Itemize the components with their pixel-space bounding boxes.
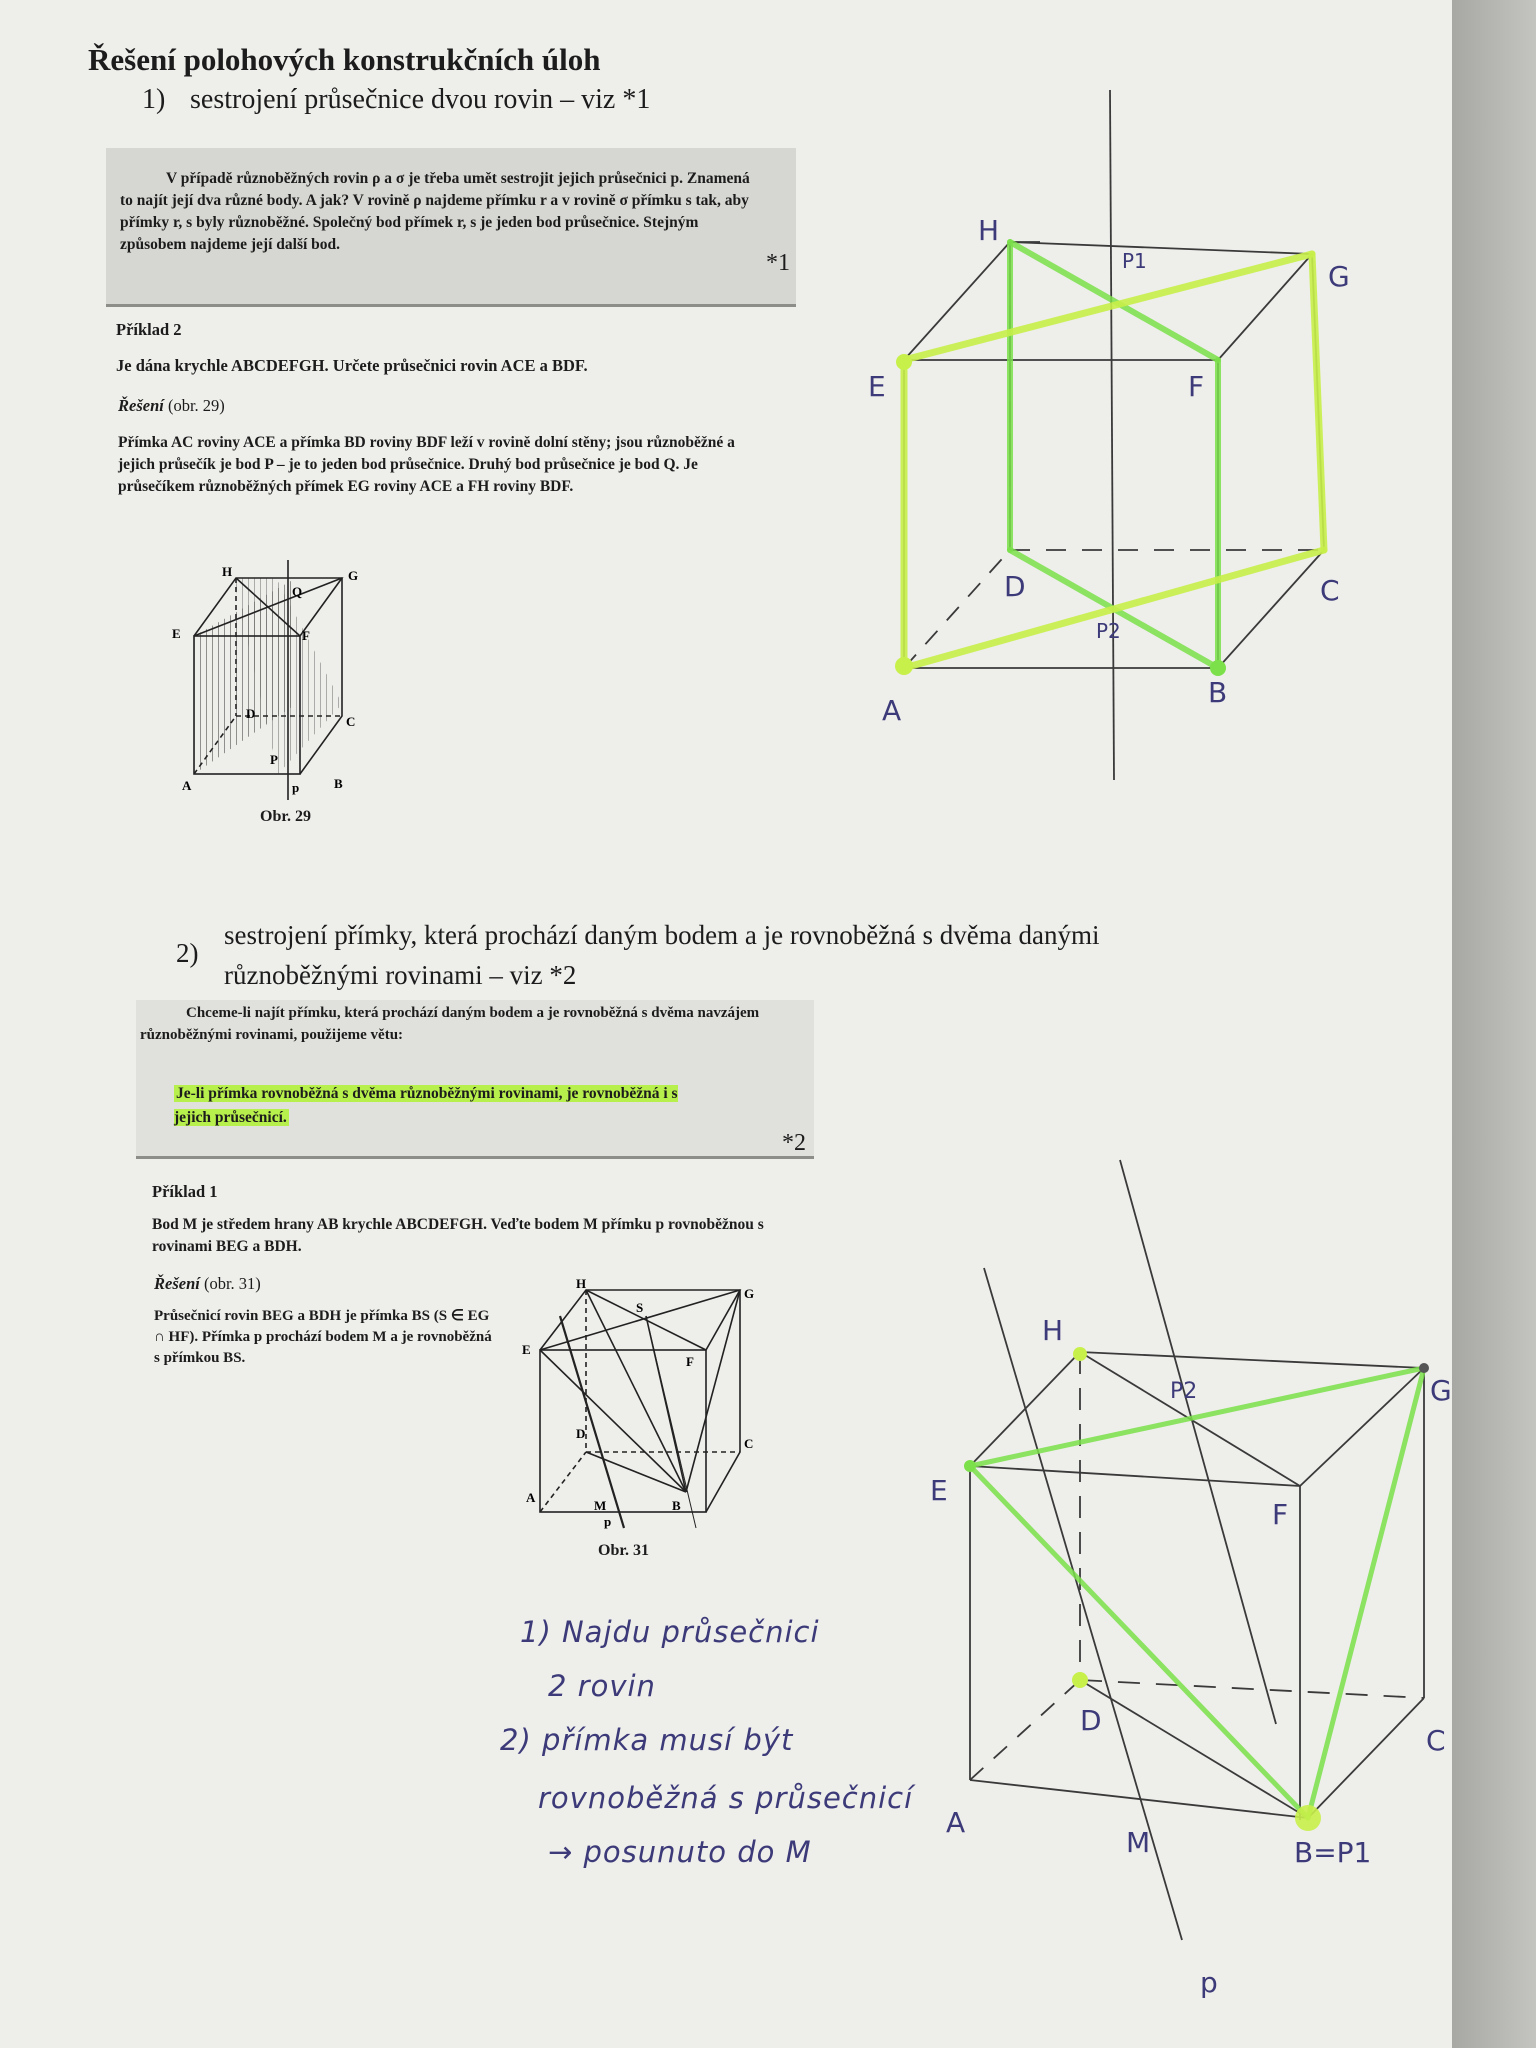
sketch1-label-P2: P2 <box>1096 619 1121 643</box>
sketch2-label-p: p <box>1200 1966 1218 1999</box>
note-line-1: 1) Najdu průsečnici <box>520 1615 820 1649</box>
example-1-task: Bod M je středem hrany AB krychle ABCDEFGH. Veďte bodem M přímku p rovnoběžnou s rovinami BEG a BDH. <box>152 1216 764 1255</box>
figure-29-caption: Obr. 29 <box>260 808 311 825</box>
fig29-label-B: B <box>334 776 343 791</box>
sketch1-label-E: E <box>868 370 886 403</box>
fig31-label-F: F <box>686 1354 694 1369</box>
excerpt-1-paragraph: V případě různoběžných rovin ρ a σ je třeba umět sestrojit jejich průsečnici p. Znamená to najít její dva různé body. A jak? V rovině ρ najdeme přímku r a v rovině σ přímku s tak, aby přímky r, s byly různoběžné. Společný bod přímek r, s je jeden bod průsečnice. Stejným způsobem najdeme její další bod. <box>120 170 750 253</box>
figure-31-caption: Obr. 31 <box>598 1542 649 1559</box>
sketch2-label-C: C <box>1426 1724 1446 1757</box>
fig29-label-C: C <box>346 714 356 729</box>
fig31-label-H: H <box>576 1276 587 1291</box>
sketch2-label-A: A <box>946 1806 966 1839</box>
fig31-label-p: p <box>604 1514 612 1529</box>
example-2-task: Je dána krychle ABCDEFGH. Určete průsečnici rovin ACE a BDF. <box>116 356 588 375</box>
theorem-text: Je-li přímka rovnoběžná s dvěma různoběžnými rovinami, je rovnoběžná i s jejich průsečnicí. <box>174 1085 678 1126</box>
example-1-title: Příklad 1 <box>152 1182 218 1201</box>
sketch2-label-H: H <box>1042 1314 1064 1347</box>
sketch2-label-B: B=P1 <box>1294 1836 1372 1869</box>
solution-label-1: Řešení <box>118 396 164 415</box>
excerpt-2-intro: Chceme-li najít přímku, která prochází daným bodem a je rovnoběžná s dvěma navzájem různoběžnými rovinami, použijeme větu: <box>140 1005 760 1043</box>
sketch1-label-G: G <box>1328 260 1350 293</box>
hand-sketch-2 <box>930 1150 1490 2030</box>
sketch2-label-E: E <box>930 1474 948 1507</box>
sketch1-label-A: A <box>882 694 902 727</box>
section-1-heading: sestrojení průsečnice dvou rovin – viz *1 <box>190 84 651 115</box>
page-title: Řešení polohových konstrukčních úloh <box>88 42 601 77</box>
sketch1-label-D: D <box>1004 570 1026 603</box>
solution-ref-1: (obr. 29) <box>167 396 225 415</box>
solution-ref-2: (obr. 31) <box>203 1274 261 1293</box>
section-2-heading-line-1: sestrojení přímky, která prochází daným bodem a je rovnoběžná s dvěma danými <box>224 920 1100 950</box>
solution-label-2: Řešení <box>154 1274 200 1293</box>
fig29-label-H: H <box>222 564 233 579</box>
fig31-label-C: C <box>744 1436 754 1451</box>
fig29-label-P: P <box>270 752 278 767</box>
example-2-title: Příklad 2 <box>116 320 182 339</box>
fig31-label-D: D <box>576 1426 586 1441</box>
fig29-label-E: E <box>172 626 181 641</box>
sketch2-label-D: D <box>1080 1704 1102 1737</box>
fig31-label-G: G <box>744 1286 755 1301</box>
section-2-heading-line-2: různoběžnými rovinami – viz *2 <box>224 960 577 990</box>
fig29-label-A: A <box>182 778 192 793</box>
fig31-label-M: M <box>594 1498 607 1513</box>
fig31-label-B: B <box>672 1498 681 1513</box>
marker-1: *1 <box>766 250 790 276</box>
note-line-2: 2 rovin <box>548 1669 656 1703</box>
sketch2-label-M: M <box>1126 1826 1151 1859</box>
fig31-label-E: E <box>522 1342 531 1357</box>
fig29-label-D: D <box>246 706 256 721</box>
marker-2: *2 <box>782 1130 806 1156</box>
note-line-3: 2) přímka musí být <box>500 1723 794 1757</box>
fig31-label-A: A <box>526 1490 536 1505</box>
sketch1-label-B: B <box>1208 676 1228 709</box>
note-line-5: → posunuto do M <box>548 1835 812 1869</box>
excerpt-2-solution: Průsečnicí rovin BEG a BDH je přímka BS (S ∈ EG ∩ HF). Přímka p prochází bodem M a je rovnoběžná s přímkou BS. <box>154 1308 492 1366</box>
fig29-label-G: G <box>348 568 359 583</box>
sketch2-label-G: G <box>1430 1374 1452 1407</box>
hand-sketch-1 <box>860 90 1380 780</box>
fig29-label-p: p <box>292 780 300 795</box>
note-line-4: rovnoběžná s průsečnicí <box>538 1781 914 1815</box>
sketch2-label-F: F <box>1272 1498 1289 1531</box>
fig31-label-S: S <box>636 1300 644 1315</box>
excerpt-1-solution: Přímka AC roviny ACE a přímka BD roviny BDF leží v rovině dolní stěny; jsou různoběžné a jejich průsečík je bod P – je to jeden bod průsečnice. Druhý bod průsečnice je bod Q. Je průsečíkem různoběžných přímek EG roviny ACE a FH roviny BDF. <box>118 434 735 495</box>
sketch1-label-P1: P1 <box>1122 249 1147 273</box>
fig29-label-Q: Q <box>292 584 303 599</box>
figure-29 <box>170 560 410 800</box>
sketch1-label-H: H <box>978 214 1000 247</box>
sketch1-label-F: F <box>1188 370 1205 403</box>
fig29-label-F: F <box>302 628 310 643</box>
sketch1-label-C: C <box>1320 574 1340 607</box>
section-1-number: 1) <box>142 84 166 115</box>
section-2-number: 2) <box>176 938 199 968</box>
sketch2-label-P2: P2 <box>1170 1379 1198 1404</box>
figure-31 <box>520 1276 770 1536</box>
